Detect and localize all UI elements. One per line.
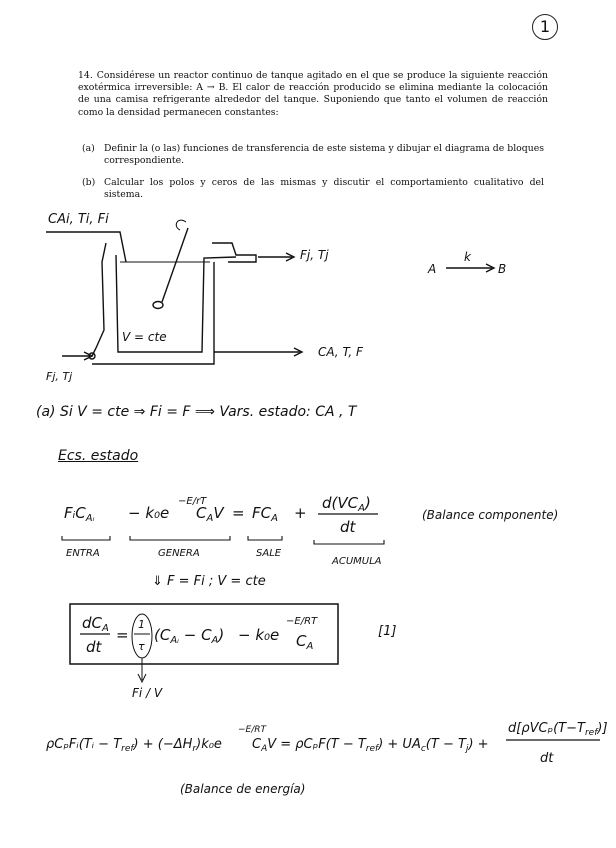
part-label: (a) xyxy=(82,143,95,154)
svg-text:FCA: $FC_A$ xyxy=(252,504,278,524)
svg-text:d[ρVCₚ(T−Tref)]: $d[\rho VC_p(T-T_{ref})]$ xyxy=(508,721,608,738)
state-equations-title: Ecs. estado xyxy=(58,448,139,464)
svg-text:(CAᵢ − CA): $(C_{Aᵢ} - C_A)$ xyxy=(154,626,225,646)
inlet-label: CAi, Ti, Fi xyxy=(48,212,109,227)
rate-constant: k xyxy=(464,250,471,264)
part-a-note: (a) Si V = cte ⇒ Fi = F ⟹ Vars. estado: CA , T xyxy=(36,404,357,420)
svg-text:ρCₚFᵢ(Tᵢ − Tref) + (−ΔHr)k₀e: ρCₚFᵢ(Tᵢ − $T_{ref}) + (-\Delta H_r)k_0e$ xyxy=(46,737,222,754)
svg-text:dt: dt xyxy=(86,638,102,656)
svg-text:− k₀e: − k₀e xyxy=(238,626,280,644)
balance-component-label: (Balance componente) xyxy=(422,508,559,522)
part-text: Calcular los polos y ceros de las mismas y discutir el comportamiento cualitativo del sistema. xyxy=(104,177,544,200)
svg-text:CAV: $C_AV$ xyxy=(196,504,224,524)
label-genera: GENERA xyxy=(158,548,200,559)
svg-text:τ: τ xyxy=(138,640,145,653)
svg-text:d(VCA): $d(VC_A)$ xyxy=(322,494,371,514)
svg-text:CAV = ρCₚF(T − Tref) + UAc(T −: $C_AV = \rho C_pF(T - T_{ref}) + UA_c(T - T_j)$ + xyxy=(252,737,489,754)
svg-text:dCA: $dC_A$ xyxy=(82,614,109,634)
label-sale: SALE xyxy=(256,548,282,559)
svg-text:+: + xyxy=(294,504,307,522)
energy-balance-label: (Balance de energía) xyxy=(180,782,306,796)
outlet-label: CA, T, F xyxy=(318,345,363,359)
part-text: Definir la (o las) funciones de transferencia de este sistema y dibujar el diagrama de bloques correspondiente. xyxy=(104,143,544,166)
label-entra: ENTRA xyxy=(66,548,100,559)
svg-text:−E/RT: −E/RT xyxy=(286,616,318,627)
reaction-reactant: A xyxy=(428,262,437,276)
svg-text:CA: $C_A$ xyxy=(296,632,314,652)
volume-label: V = cte xyxy=(122,330,167,344)
svg-text:−E/rT: −E/rT xyxy=(178,496,207,507)
equation-number: [1] xyxy=(378,624,397,639)
jacket-out-label: Fj, Tj xyxy=(300,248,329,262)
part-label: (b) xyxy=(82,177,96,188)
problem-number: 14. xyxy=(78,70,93,81)
reaction-product: B xyxy=(498,262,507,276)
label-acumula: ACUMULA xyxy=(332,556,382,567)
svg-text:FᵢCAᵢ: FᵢC$_{Aᵢ}$ xyxy=(64,504,95,524)
svg-text:− k₀e: − k₀e xyxy=(128,504,170,522)
conditions-note: ⇓ F = Fi ; V = cte xyxy=(152,574,266,589)
svg-text:=: = xyxy=(116,626,129,644)
svg-text:dt: dt xyxy=(340,518,356,536)
svg-text:1: 1 xyxy=(138,618,145,631)
fi-over-v-note: Fi / V xyxy=(132,686,163,700)
jacket-in-label: Fj, Tj xyxy=(46,370,73,383)
svg-text:=: = xyxy=(232,504,245,522)
problem-text: Considérese un reactor continuo de tanque agitado en el que se produce la siguiente reacción exotérmica irreversible: A → B. El calor de reacción producido se elimina mediante la colocación de una camisa refrigerante alrededor del tanque. Suponiendo que tanto el volumen de reacción como la densidad permanecen constantes: xyxy=(78,70,548,118)
svg-text:dt: dt xyxy=(540,751,554,766)
page-number: 1 xyxy=(532,14,558,40)
svg-text:−E/RT: −E/RT xyxy=(238,725,267,735)
